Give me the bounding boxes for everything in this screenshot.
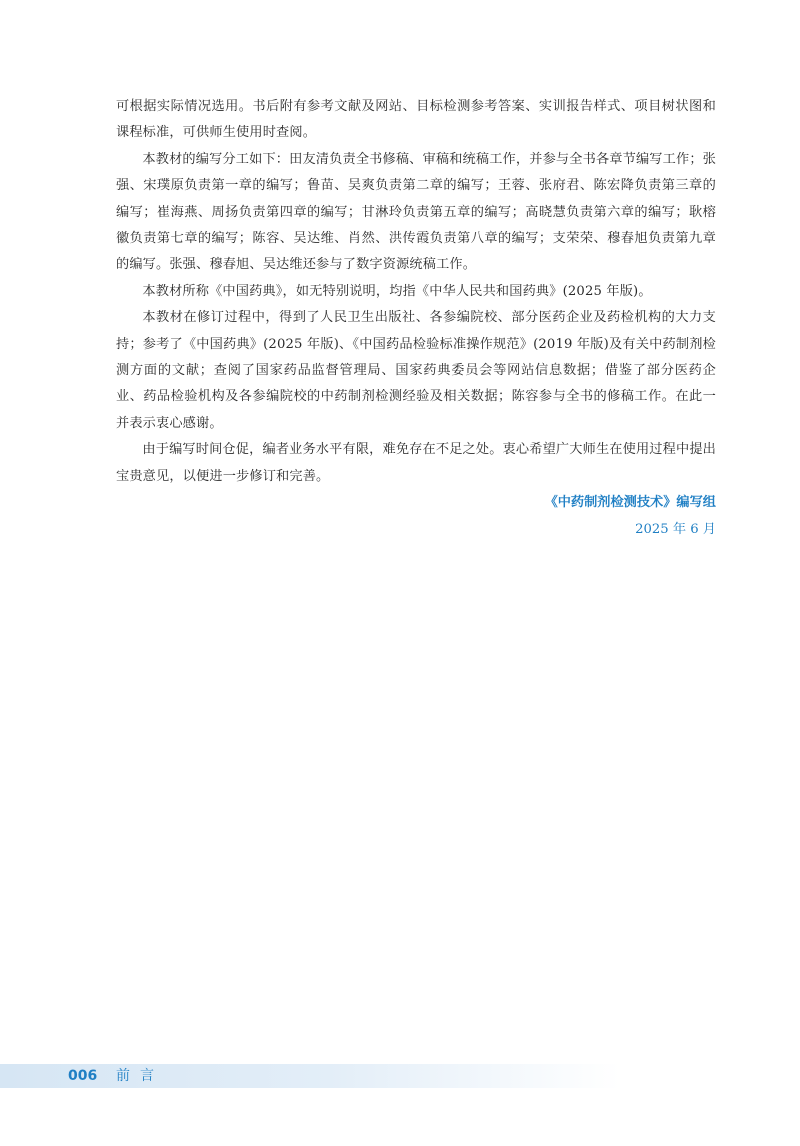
paragraph-acknowledgements: 本教材在修订过程中，得到了人民卫生出版社、各参编院校、部分医药企业及药检机构的大力支持；参考了《中国药典》(2025 年版)、《中国药品检验标准操作规范》(2019 年版)及有关中药制剂检测方面的文献；查阅了国家药品监督管理局、国家药典委员会等网站信息数据；借鉴了部分医药企业、药品检验机构及各参编院校的中药制剂检测经验及相关数据；陈容参与全书的修稿工作。在此一并表示衷心感谢。 [116, 310, 716, 431]
section-title: 前言 [116, 1068, 164, 1084]
page-number: 006 [68, 1068, 98, 1084]
preface-body [116, 94, 716, 543]
paragraph-continuation: 可根据实际情况选用。书后附有参考文献及网站、目标检测参考答案、实训报告样式、项目树状图和课程标准，可供师生使用时查阅。 [116, 99, 716, 141]
signature-date: 2025 年 6 月 [635, 521, 716, 537]
paragraph-pharmacopoeia-note: 本教材所称《中国药典》，如无特别说明，均指《中华人民共和国药典》(2025 年版)。 [142, 283, 652, 299]
paragraph-closing: 由于编写时间仓促，编者业务水平有限，难免存在不足之处。衷心希望广大师生在使用过程中提出宝贵意见，以便进一步修订和完善。 [116, 442, 716, 484]
paragraph-division-of-work: 本教材的编写分工如下：田友清负责全书修稿、审稿和统稿工作，并参与全书各章节编写工作；张强、宋璞原负责第一章的编写；鲁苗、吴爽负责第二章的编写；王蓉、张府君、陈宏降负责第三章的编写；崔海燕、周扬负责第四章的编写；甘淋玲负责第五章的编写；高晓慧负责第六章的编写；耿榕徽负责第七章的编写；陈容、吴达维、肖然、洪传霞负责第八章的编写；支荣荣、穆春旭负责第九章的编写。张强、穆春旭、吴达维还参与了数字资源统稿工作。 [116, 151, 716, 273]
editorial-group-signature: 《中药制剂检测技术》编写组 [544, 495, 716, 511]
